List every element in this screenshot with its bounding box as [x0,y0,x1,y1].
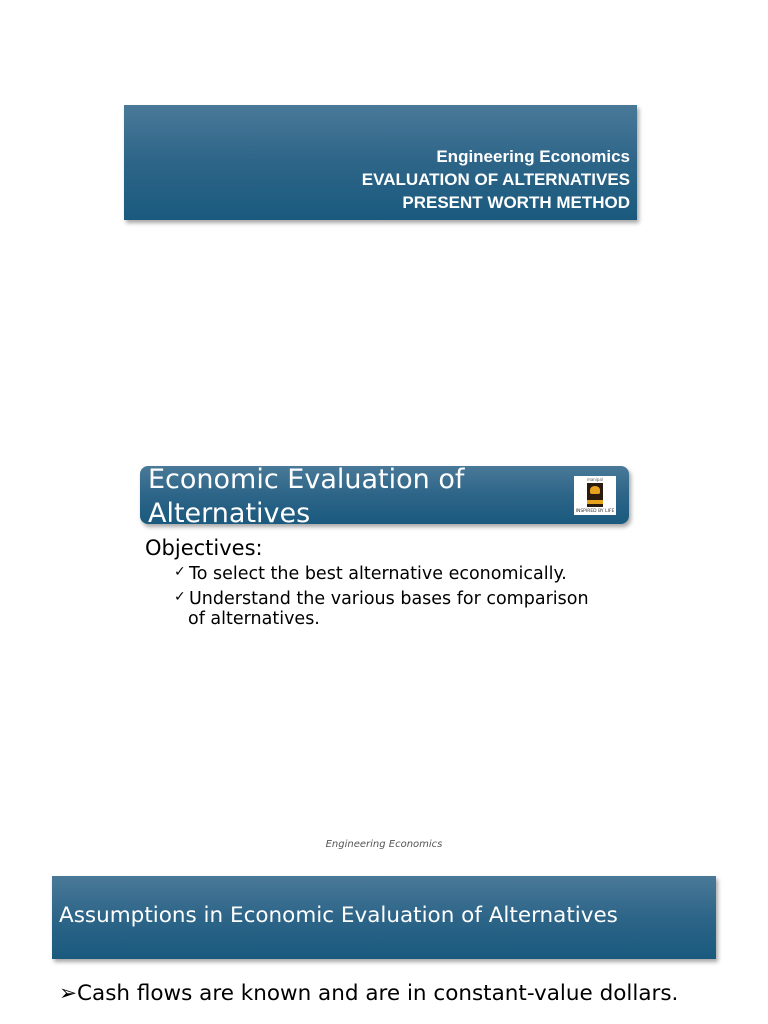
assumptions-heading: Assumptions in Economic Evaluation of Alternatives [59,903,618,928]
title-banner [124,105,637,220]
slide-footer: Engineering Economics [325,839,443,850]
checkmark-icon: ✓ [174,589,186,605]
assumptions-heading-banner [52,876,716,959]
university-logo [574,476,616,515]
list-item [174,564,644,584]
logo-top-text: manipal [586,477,604,482]
objectives-label: Objectives: [145,536,263,560]
objectives-heading-banner [140,464,629,529]
list-item-text: To select the best alternative economically. [189,564,567,584]
logo-tagline: INSPIRED BY LIFE [575,509,615,514]
list-item-text: Understand the various bases for comparison [189,589,589,609]
list-item [174,589,644,629]
bullet-item [59,981,678,1006]
bullet-text: Cash flows are known and are in constant-value dollars. [77,981,679,1006]
title-line-2: EVALUATION OF ALTERNATIVES [361,170,630,189]
logo-emblem-icon [587,483,603,507]
title-lines [362,145,630,214]
list-item-continuation: of alternatives. [188,609,320,629]
checkmark-icon: ✓ [174,564,186,580]
title-line-1: Engineering Economics [436,147,630,166]
title-line-3: PRESENT WORTH METHOD [402,193,630,212]
arrow-bullet-icon: ➢ [59,981,78,1006]
slide-heading: Economic Evaluation of Alternatives [148,464,465,529]
